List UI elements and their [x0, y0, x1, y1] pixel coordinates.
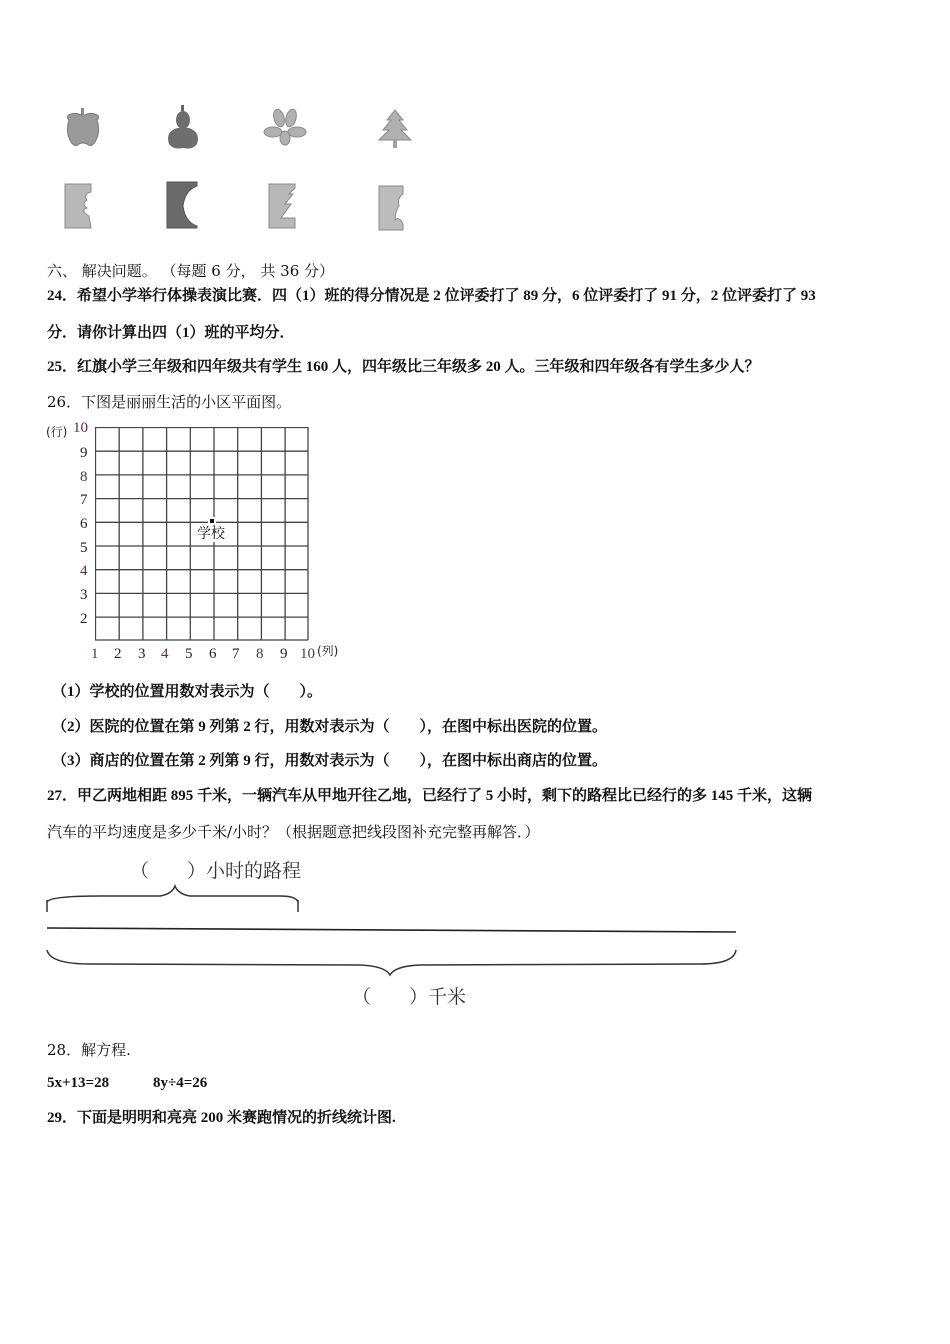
diagram-top-label: （ ）小时的路程 — [130, 860, 302, 882]
row-tick-4: 4 — [80, 563, 88, 579]
question-24-line-2: 分．请你计算出四（1）班的平均分． — [47, 325, 295, 341]
row-tick-10: 10 — [73, 420, 88, 436]
row-tick-8: 8 — [80, 469, 88, 485]
col-tick-10: 10 — [300, 646, 315, 662]
equation-2: 8y÷4=26 — [153, 1075, 208, 1091]
col-tick-6: 6 — [209, 646, 217, 662]
row-tick-5: 5 — [80, 540, 88, 556]
section-title: 六、 解决问题。 （每题 6 分， 共 36 分） — [47, 262, 335, 280]
question-26-line-1: 26．下图是丽丽生活的小区平面图。 — [47, 393, 292, 411]
col-tick-1: 1 — [91, 646, 99, 662]
col-axis-label: (列) — [317, 644, 339, 658]
col-tick-2: 2 — [114, 646, 122, 662]
col-tick-5: 5 — [185, 646, 193, 662]
tree-icon — [375, 108, 415, 152]
col-tick-3: 3 — [138, 646, 146, 662]
school-point-marker — [210, 519, 214, 523]
question-25-line-1: 25．红旗小学三年级和四年级共有学生 160 人，四年级比三年级多 20 人。三年级和四年级各有学生多少人？ — [47, 359, 760, 375]
question-26-sub-2: （2）医院的位置在第 9 列第 2 行，用数对表示为（ ），在图中标出医院的位置。 — [52, 719, 608, 735]
row-axis-label: (行) — [46, 425, 68, 439]
col-tick-7: 7 — [232, 646, 240, 662]
row-tick-3: 3 — [80, 587, 88, 603]
community-grid-map — [0, 0, 360, 670]
row-tick-6: 6 — [80, 516, 88, 532]
row-tick-7: 7 — [80, 492, 88, 508]
cut-paper-d-icon — [377, 184, 409, 232]
equation-1: 5x+13=28 — [47, 1075, 110, 1091]
question-28-line-1: 28．解方程. — [47, 1041, 131, 1059]
question-27-line-1: 27．甲乙两地相距 895 千米，一辆汽车从甲地开往乙地，已经行了 5 小时，剩下的路程比已经行的多 145 千米，这辆 — [47, 788, 813, 804]
question-26-sub-3: （3）商店的位置在第 2 列第 9 行，用数对表示为（ ），在图中标出商店的位置。 — [52, 753, 608, 769]
col-tick-9: 9 — [280, 646, 288, 662]
school-label: 学校 — [197, 526, 225, 542]
diagram-bottom-label: （ ）千米 — [352, 986, 467, 1008]
question-24-line-1: 24．希望小学举行体操表演比赛．四（1）班的得分情况是 2 位评委打了 89 分，6 位评委打了 91 分，2 位评委打了 93 — [47, 288, 816, 304]
col-tick-4: 4 — [161, 646, 169, 662]
question-27-line-2: 汽车的平均速度是多少千米/小时？（根据题意把线段图补充完整再解答．） — [47, 823, 540, 841]
row-tick-9: 9 — [80, 445, 88, 461]
col-tick-8: 8 — [256, 646, 264, 662]
question-26-sub-1: （1）学校的位置用数对表示为（ ）。 — [52, 684, 323, 700]
row-tick-2: 2 — [80, 611, 88, 627]
line-segment-diagram — [0, 850, 760, 1020]
question-29-line-1: 29．下面是明明和亮亮 200 米赛跑情况的折线统计图. — [47, 1110, 396, 1126]
